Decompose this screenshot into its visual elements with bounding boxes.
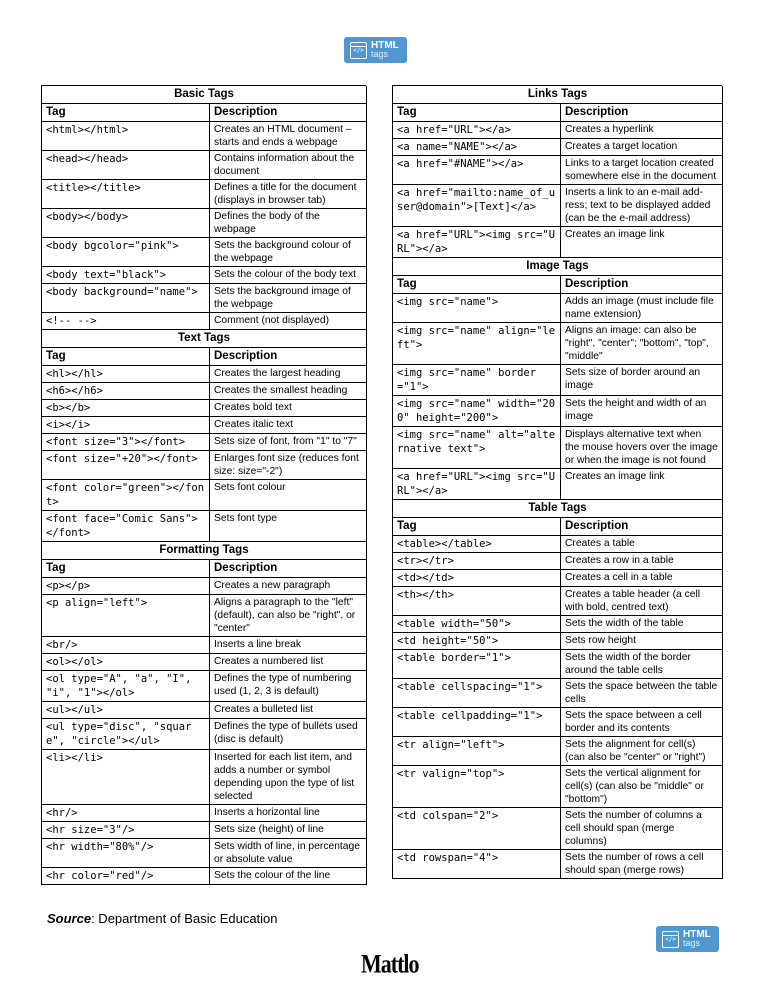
description-cell: Sets the number of columns a cell should span (merge columns)	[561, 808, 723, 850]
source-text: : Department of Basic Education	[91, 911, 278, 926]
description-cell: Creates an HTML document – starts and ends a webpage	[210, 122, 367, 151]
description-cell: Contains information about the document	[210, 151, 367, 180]
description-cell: Sets row height	[561, 633, 723, 650]
tag-cell: <br/>	[42, 637, 210, 654]
description-cell: Sets the vertical alignment for cell(s) (can also be "middle" or "bottom")	[561, 766, 723, 808]
tag-cell: <td rowspan="4">	[393, 850, 561, 879]
description-cell: Displays alternative text when the mouse hovers over the image or when the image is not found	[561, 427, 723, 469]
tag-cell: <tr align="left">	[393, 737, 561, 766]
tag-cell: <font size="+20"></font>	[42, 451, 210, 480]
description-cell: Sets width of line, in percentage or absolute value	[210, 839, 367, 868]
description-cell: Creates a numbered list	[210, 654, 367, 671]
tag-cell: <img src="name">	[393, 294, 561, 323]
tag-cell: <body></body>	[42, 209, 210, 238]
tag-cell: <li></li>	[42, 750, 210, 805]
description-cell: Creates bold text	[210, 400, 367, 417]
description-cell: Sets the colour of the line	[210, 868, 367, 885]
description-column-header: Description	[210, 348, 367, 366]
description-cell: Aligns a paragraph to the "left" (default), can also be "right", or "center"	[210, 595, 367, 637]
tag-cell: <!-- -->	[42, 313, 210, 330]
tag-cell: <td height="50">	[393, 633, 561, 650]
description-column-header: Description	[561, 104, 723, 122]
tag-cell: <table width="50">	[393, 616, 561, 633]
description-cell: Creates an image link	[561, 469, 723, 500]
description-cell: Sets size (height) of line	[210, 822, 367, 839]
description-column-header: Description	[561, 276, 723, 294]
code-icon: </>	[350, 42, 367, 59]
html-tags-logo-top	[344, 37, 407, 63]
tag-cell: <body text="black">	[42, 267, 210, 284]
tag-cell: <hr size="3"/>	[42, 822, 210, 839]
tag-cell: <img src="name" alt="alternative text">	[393, 427, 561, 469]
description-cell: Creates the largest heading	[210, 366, 367, 383]
description-cell: Creates a cell in a table	[561, 570, 723, 587]
description-cell: Sets the space between the table cells	[561, 679, 723, 708]
description-cell: Sets the width of the table	[561, 616, 723, 633]
tag-cell: <b></b>	[42, 400, 210, 417]
description-cell: Sets size of border around an image	[561, 365, 723, 396]
tag-reference-grid	[41, 85, 366, 885]
tag-column-header: Tag	[42, 348, 210, 366]
tag-cell: <hl></hl>	[42, 366, 210, 383]
description-cell: Defines a title for the document (displays in browser tab)	[210, 180, 367, 209]
description-cell: Sets the height and width of an image	[561, 396, 723, 427]
tag-cell: <title></title>	[42, 180, 210, 209]
description-cell: Comment (not displayed)	[210, 313, 367, 330]
description-column-header: Description	[210, 560, 367, 578]
tag-cell: <img src="name" align="left">	[393, 323, 561, 365]
tag-column-header: Tag	[393, 276, 561, 294]
tag-cell: <table border="1">	[393, 650, 561, 679]
section-title: Links Tags	[393, 86, 723, 104]
tag-cell: <body background="name">	[42, 284, 210, 313]
description-cell: Inserted for each list item, and adds a number or symbol depending upon the type of list selected	[210, 750, 367, 805]
description-cell: Creates the smallest heading	[210, 383, 367, 400]
tag-cell: <a href="URL"><img src="URL"></a>	[393, 469, 561, 500]
tag-cell: <p align="left">	[42, 595, 210, 637]
tag-cell: <p></p>	[42, 578, 210, 595]
section-title: Formatting Tags	[42, 542, 367, 560]
description-cell: Sets font type	[210, 511, 367, 542]
tag-column-header: Tag	[393, 104, 561, 122]
tag-cell: <th></th>	[393, 587, 561, 616]
tag-cell: <a href="mailto:name_of_user@domain">[Text]</a>	[393, 185, 561, 227]
tag-cell: <h6></h6>	[42, 383, 210, 400]
right-column	[392, 85, 722, 879]
tag-cell: <table cellspacing="1">	[393, 679, 561, 708]
description-cell: Creates italic text	[210, 417, 367, 434]
logo-word-html: HTML	[683, 929, 711, 940]
tag-cell: <table></table>	[393, 536, 561, 553]
description-cell: Adds an image (must include file name extension)	[561, 294, 723, 323]
section-title: Basic Tags	[42, 86, 367, 104]
tag-column-header: Tag	[393, 518, 561, 536]
code-icon: </>	[662, 931, 679, 948]
tag-cell: <body bgcolor="pink">	[42, 238, 210, 267]
description-cell: Enlarges font size (reduces font size: size="-2")	[210, 451, 367, 480]
tag-cell: <table cellpadding="1">	[393, 708, 561, 737]
tag-cell: <ul type="disc", "square", "circle"></ul>	[42, 719, 210, 750]
tag-cell: <head></head>	[42, 151, 210, 180]
tag-cell: <font color="green"></font>	[42, 480, 210, 511]
tag-cell: <a href="URL"></a>	[393, 122, 561, 139]
section-title: Image Tags	[393, 258, 723, 276]
description-cell: Sets the space between a cell border and its contents	[561, 708, 723, 737]
tag-cell: <html></html>	[42, 122, 210, 151]
description-cell: Defines the body of the webpage	[210, 209, 367, 238]
tag-cell: <hr width="80%"/>	[42, 839, 210, 868]
tag-cell: <img src="name" width="200" height="200">	[393, 396, 561, 427]
description-cell: Sets size of font, from "1" to "7"	[210, 434, 367, 451]
logo-words	[371, 41, 399, 59]
description-cell: Creates a target location	[561, 139, 723, 156]
source-label: Source	[47, 911, 92, 926]
tag-reference-grid	[392, 85, 722, 879]
tag-cell: <font face="Comic Sans"></font>	[42, 511, 210, 542]
tag-cell: <td></td>	[393, 570, 561, 587]
tag-cell: <ul></ul>	[42, 702, 210, 719]
description-cell: Inserts a link to an e-mail add-ress; text to be displayed added (can be the e-mail address)	[561, 185, 723, 227]
description-cell: Creates a row in a table	[561, 553, 723, 570]
tag-cell: <tr></tr>	[393, 553, 561, 570]
description-cell: Aligns an image: can also be "right", "center"; "bottom", "top", "middle"	[561, 323, 723, 365]
description-cell: Sets the colour of the body text	[210, 267, 367, 284]
logo-words	[683, 930, 711, 948]
section-title: Table Tags	[393, 500, 723, 518]
brand-logo: Mattlo	[361, 948, 419, 979]
description-cell: Sets the width of the border around the table cells	[561, 650, 723, 679]
logo-word-html: HTML	[371, 40, 399, 51]
description-cell: Sets the background image of the webpage	[210, 284, 367, 313]
html-tags-logo-bottom	[656, 926, 719, 952]
left-column	[41, 85, 366, 885]
description-cell: Sets the alignment for cell(s) (can also be "center" or "right")	[561, 737, 723, 766]
description-cell: Sets the number of rows a cell should span (merge rows)	[561, 850, 723, 879]
description-cell: Creates a new paragraph	[210, 578, 367, 595]
description-cell: Links to a target location created somewhere else in the document	[561, 156, 723, 185]
description-cell: Creates a hyperlink	[561, 122, 723, 139]
description-cell: Sets the background colour of the webpage	[210, 238, 367, 267]
description-cell: Creates a bulleted list	[210, 702, 367, 719]
description-column-header: Description	[210, 104, 367, 122]
tag-cell: <hr/>	[42, 805, 210, 822]
description-cell: Inserts a line break	[210, 637, 367, 654]
tag-column-header: Tag	[42, 104, 210, 122]
description-cell: Inserts a horizontal line	[210, 805, 367, 822]
tag-cell: <ol type="A", "a", "I", "i", "1"></ol>	[42, 671, 210, 702]
logo-word-tags: tags	[683, 938, 701, 948]
tag-cell: <font size="3"></font>	[42, 434, 210, 451]
description-cell: Creates an image link	[561, 227, 723, 258]
logo-word-tags: tags	[371, 49, 389, 59]
tag-cell: <i></i>	[42, 417, 210, 434]
tag-cell: <a name="NAME"></a>	[393, 139, 561, 156]
tag-column-header: Tag	[42, 560, 210, 578]
description-cell: Defines the type of numbering used (1, 2, 3 is default)	[210, 671, 367, 702]
section-title: Text Tags	[42, 330, 367, 348]
description-cell: Creates a table header (a cell with bold, centred text)	[561, 587, 723, 616]
tag-cell: <hr color="red"/>	[42, 868, 210, 885]
tag-cell: <tr valign="top">	[393, 766, 561, 808]
tag-cell: <td colspan="2">	[393, 808, 561, 850]
tag-cell: <img src="name" border="1">	[393, 365, 561, 396]
description-cell: Sets font colour	[210, 480, 367, 511]
description-cell: Creates a table	[561, 536, 723, 553]
description-column-header: Description	[561, 518, 723, 536]
source-note	[47, 911, 278, 926]
tag-cell: <a href="URL"><img src="URL"></a>	[393, 227, 561, 258]
tag-cell: <ol></ol>	[42, 654, 210, 671]
tag-cell: <a href="#NAME"></a>	[393, 156, 561, 185]
description-cell: Defines the type of bullets used (disc is default)	[210, 719, 367, 750]
